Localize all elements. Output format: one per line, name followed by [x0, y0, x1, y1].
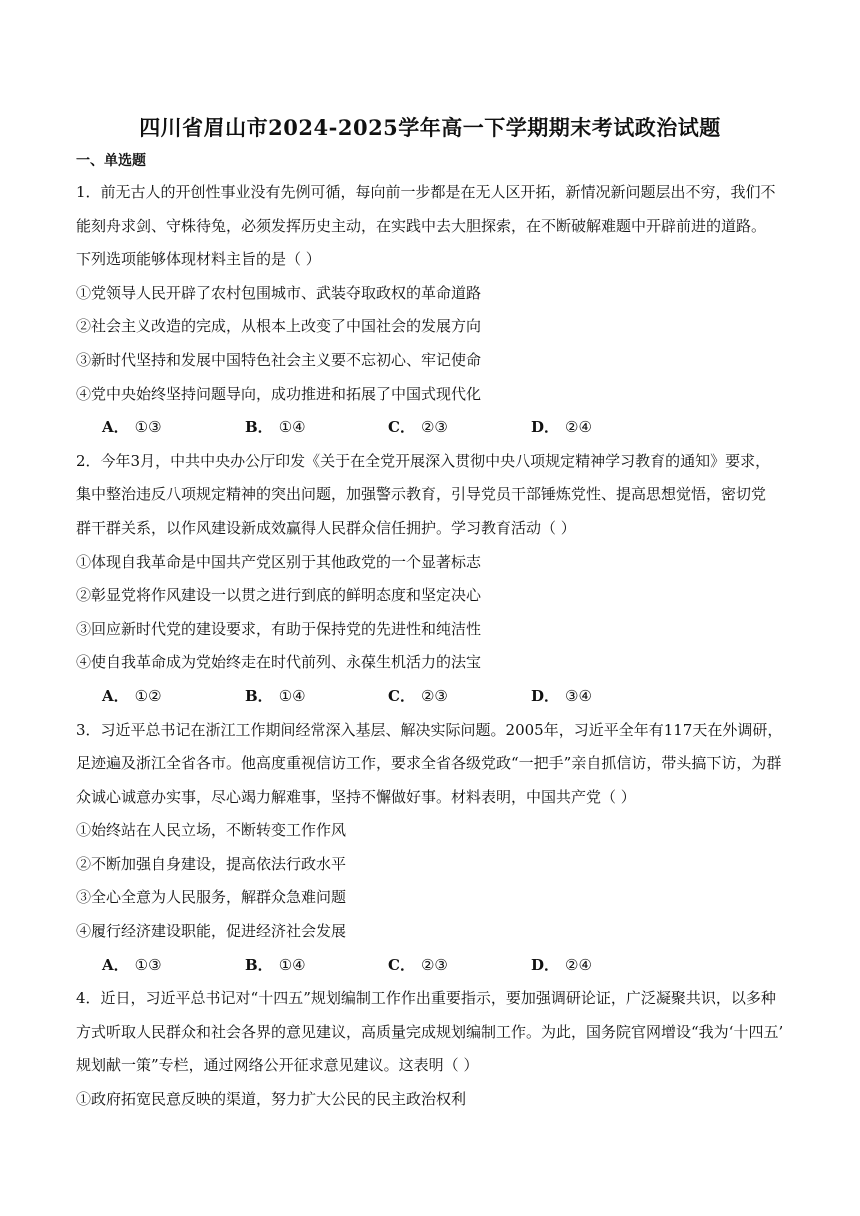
option-letter: A．	[102, 686, 129, 705]
option-b	[245, 411, 388, 445]
option-letter: C．	[388, 418, 415, 437]
question-stem-line: 足迹遍及浙江全省各市。他高度重视信访工作，要求全省各级党政“一把手”亲自抓信访，带头搞下访，为群	[76, 754, 782, 773]
question-1	[76, 176, 784, 445]
option-text: ①③	[134, 955, 162, 974]
option-c	[388, 949, 531, 983]
option-a	[102, 411, 245, 445]
option-text: ①②	[134, 686, 162, 705]
statement-item: ③全心全意为人民服务，解群众急难问题	[76, 888, 347, 907]
option-letter: A．	[102, 418, 129, 437]
question-stem-line: 1．前无古人的开创性事业没有先例可循，每向前一步都是在无人区开拓，新情况新问题层出不穷，我们不	[76, 183, 776, 201]
statement-item: ①始终站在人民立场，不断转变工作作风	[76, 821, 347, 840]
question-stem-line: 规划献一策”专栏，通过网络公开征求意见建议。这表明（ ）	[76, 1056, 479, 1075]
statement-item: ③回应新时代党的建设要求，有助于保持党的先进性和纯洁性	[76, 619, 482, 638]
question-3	[76, 714, 784, 983]
question-stem-line: 下列选项能够体现材料主旨的是（ ）	[76, 250, 321, 269]
option-text: ②③	[420, 418, 448, 437]
statement-item: ①体现自我革命是中国共产党区别于其他政党的一个显著标志	[76, 552, 482, 571]
statement-item: ②社会主义改造的完成，从根本上改变了中国社会的发展方向	[76, 317, 482, 336]
option-text: ②③	[420, 686, 448, 705]
option-text: ①④	[278, 955, 306, 974]
option-d	[531, 411, 674, 445]
answer-options	[76, 680, 784, 714]
option-text: ③④	[565, 686, 592, 705]
option-d	[531, 949, 674, 983]
question-stem-line: 方式听取人民群众和社会各界的意见建议，高质量完成规划编制工作。为此，国务院官网增设“我为‘十四五’	[76, 1022, 784, 1041]
option-letter: D．	[531, 686, 560, 705]
statement-item: ③新时代坚持和发展中国特色社会主义要不忘初心、牢记使命	[76, 350, 482, 369]
option-letter: B．	[245, 686, 273, 705]
page-title: 四川省眉山市2024-2025学年高一下学期期末考试政治试题	[139, 115, 721, 140]
option-letter: C．	[388, 955, 415, 974]
option-c	[388, 411, 531, 445]
question-stem-line: 群干群关系，以作风建设新成效赢得人民群众信任拥护。学习教育活动（ ）	[76, 518, 576, 537]
option-b	[245, 680, 388, 714]
option-letter: C．	[388, 686, 415, 705]
statement-item: ②彰显党将作风建设一以贯之进行到底的鲜明态度和坚定决心	[76, 586, 482, 605]
statement-item: ④履行经济建设职能，促进经济社会发展	[76, 922, 347, 941]
option-letter: D．	[531, 418, 560, 437]
option-text: ①④	[278, 686, 306, 705]
question-stem-line: 2．今年3月，中共中央办公厅印发《关于在全党开展深入贯彻中央八项规定精神学习教育的通知》要求，	[76, 451, 771, 470]
option-d	[531, 680, 674, 714]
option-letter: D．	[531, 955, 560, 974]
option-text: ②③	[420, 955, 448, 974]
option-letter: A．	[102, 955, 129, 974]
option-letter: B．	[245, 955, 273, 974]
section-title: 一、单选题	[76, 153, 146, 169]
question-stem-line: 能刻舟求剑、守株待兔，必须发挥历史主动，在实践中去大胆探索，在不断破解难题中开辟前进的道路。	[76, 216, 767, 235]
question-stem-line: 众诚心诚意办实事，尽心竭力解难事，坚持不懈做好事。材料表明，中国共产党（ ）	[76, 787, 636, 806]
answer-options	[76, 411, 784, 445]
statement-item: ①政府拓宽民意反映的渠道，努力扩大公民的民主政治权利	[76, 1090, 467, 1109]
statement-item: ①党领导人民开辟了农村包围城市、武装夺取政权的革命道路	[76, 283, 482, 302]
statement-item: ④党中央始终坚持问题导向，成功推进和拓展了中国式现代化	[76, 384, 482, 403]
option-a	[102, 949, 245, 983]
question-stem-line: 集中整治违反八项规定精神的突出问题，加强警示教育，引导党员干部锤炼党性、提高思想觉悟，密切党	[76, 485, 767, 504]
statement-item: ②不断加强自身建设，提高依法行政水平	[76, 854, 347, 873]
option-letter: B．	[245, 418, 273, 437]
option-c	[388, 680, 531, 714]
option-text: ②④	[565, 955, 592, 974]
option-text: ①③	[134, 418, 162, 437]
answer-options	[76, 949, 784, 983]
statement-item: ④使自我革命成为党始终走在时代前列、永葆生机活力的法宝	[76, 653, 482, 672]
option-text: ①④	[278, 418, 306, 437]
option-text: ②④	[565, 418, 592, 437]
question-4	[76, 982, 784, 1116]
option-a	[102, 680, 245, 714]
question-stem-line: 3．习近平总书记在浙江工作期间经常深入基层、解决实际问题。2005年，习近平全年有117天在外调研，	[76, 720, 783, 739]
question-stem-line: 4．近日，习近平总书记对“十四五”规划编制工作作出重要指示，要加强调研论证，广泛凝聚共识，以多种	[76, 989, 776, 1008]
option-b	[245, 949, 388, 983]
question-2	[76, 445, 784, 714]
